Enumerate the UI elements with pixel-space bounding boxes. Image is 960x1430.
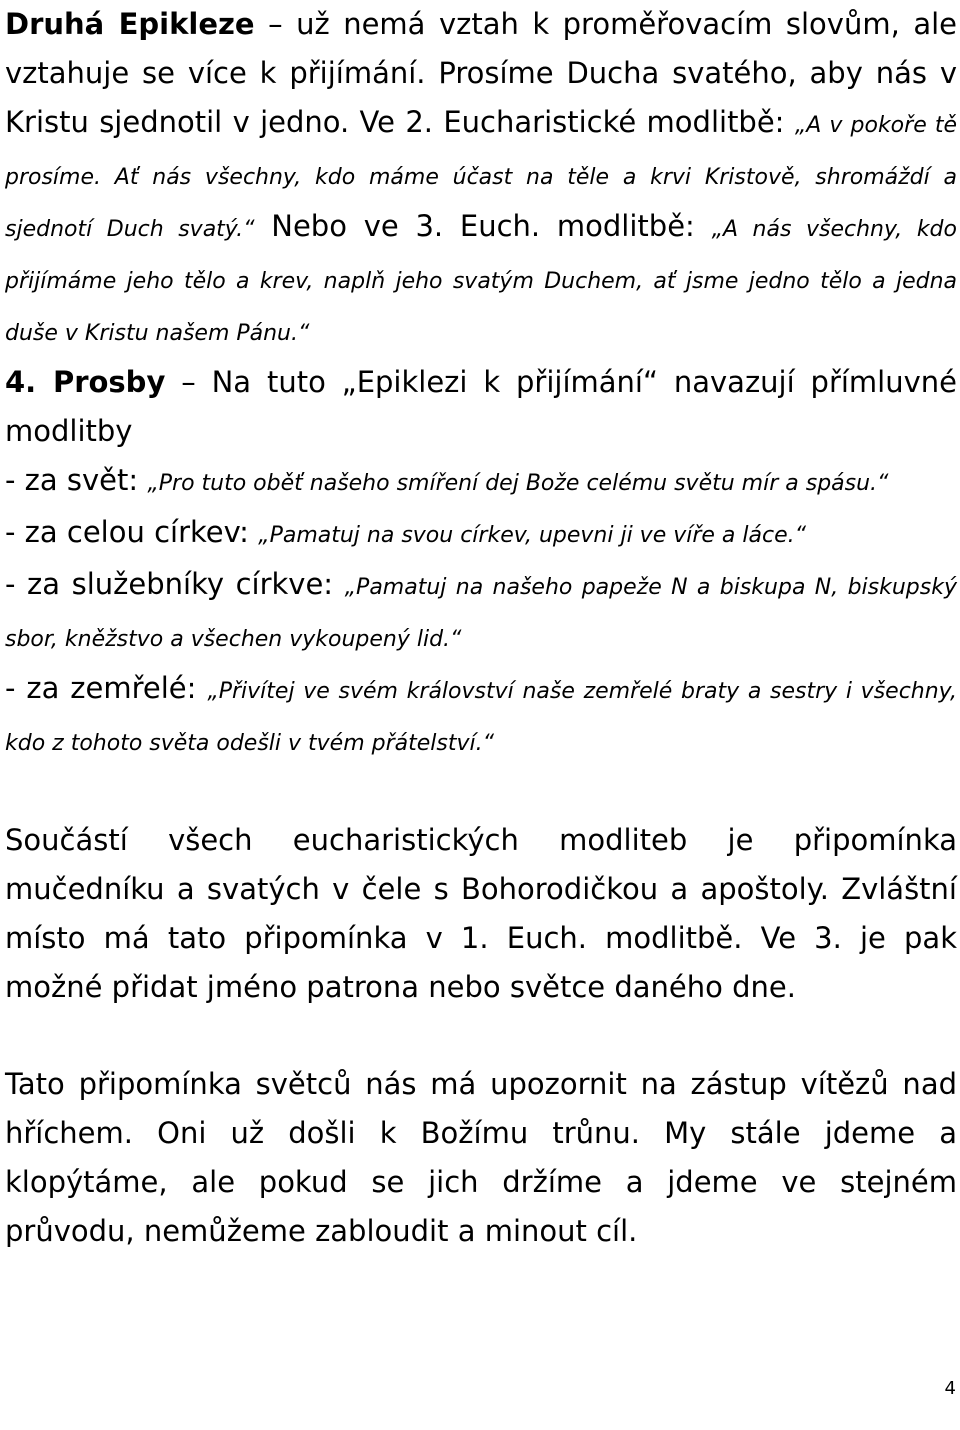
intro-text: – už nemá vztah k proměřovacím slovům, ale vztahuje se více k přijímání. Prosíme Ducha svatého, aby nás v Kristu sjednotil v jedno. Ve 2. Eucharistické modlitbě: — [5, 7, 957, 139]
petition-church — [5, 508, 957, 560]
heading-petitions: 4. Prosby — [5, 365, 166, 399]
document-page — [5, 0, 957, 1256]
petitions-intro: – Na tuto „Epiklezi k přijímání“ navazují přímluvné modlitby — [5, 365, 957, 448]
paragraph-gap — [5, 1012, 957, 1060]
petition-quote: „Přivítej ve svém království naše zemřelé braty a sestry i všechny, kdo z tohoto světa odešli v tvém přátelství.“ — [5, 679, 957, 756]
paragraph-second-epiclesis — [5, 0, 957, 358]
page-number: 4 — [944, 1378, 956, 1399]
heading-second-epiclesis: Druhá Epikleze — [5, 7, 255, 41]
quote-eucharistic-prayer-3: „A nás všechny, kdo přijímáme jeho tělo a krev, naplň jeho svatým Duchem, ať jsme jedno tělo a jedna duše v Kristu našem Pánu.“ — [5, 217, 957, 346]
paragraph-saints-commemoration: Součástí všech eucharistických modliteb je připomínka mučedníku a svatých v čele s Bohorodičkou a apoštoly. Zvláštní místo má tato připomínka v 1. Euch. modlitbě. Ve 3. je pak možné přidat jméno patrona nebo světce daného dne. — [5, 823, 957, 1004]
paragraph-saints-purpose: Tato připomínka světců nás má upozornit na zástup vítězů nad hříchem. Oni už došli k Božímu trůnu. My stále jdeme a klopýtáme, ale pokud se jich držíme a jdeme ve stejném průvodu, nemůžeme zabloudit a minout cíl. — [5, 1067, 957, 1248]
petition-lead: - za zemřelé: — [5, 671, 208, 705]
petition-ministers — [5, 560, 957, 664]
petition-lead: - za služebníky církve: — [5, 567, 345, 601]
mid-text: Nebo ve 3. Euch. modlitbě: — [254, 209, 712, 243]
petition-lead: - za svět: — [5, 463, 148, 497]
quote-eucharistic-prayer-2: „A v pokoře tě prosíme. Ať nás všechny, kdo máme účast na těle a krvi Kristově, shromáždí a sjednotí Duch svatý.“ — [5, 113, 958, 242]
paragraph-petitions — [5, 358, 957, 456]
petition-quote: „Pro tuto oběť našeho smíření dej Bože celému světu mír a spásu.“ — [147, 471, 889, 496]
petition-lead: - za celou církev: — [5, 515, 259, 549]
petition-quote: „Pamatuj na našeho papeže N a biskupa N, biskupský sbor, kněžstvo a všechen vykoupený lid.“ — [5, 575, 957, 652]
petition-world — [5, 456, 957, 508]
petition-deceased — [5, 664, 957, 768]
paragraph-gap — [5, 768, 957, 816]
petition-quote: „Pamatuj na svou církev, upevni ji ve víře a láce.“ — [258, 523, 807, 548]
